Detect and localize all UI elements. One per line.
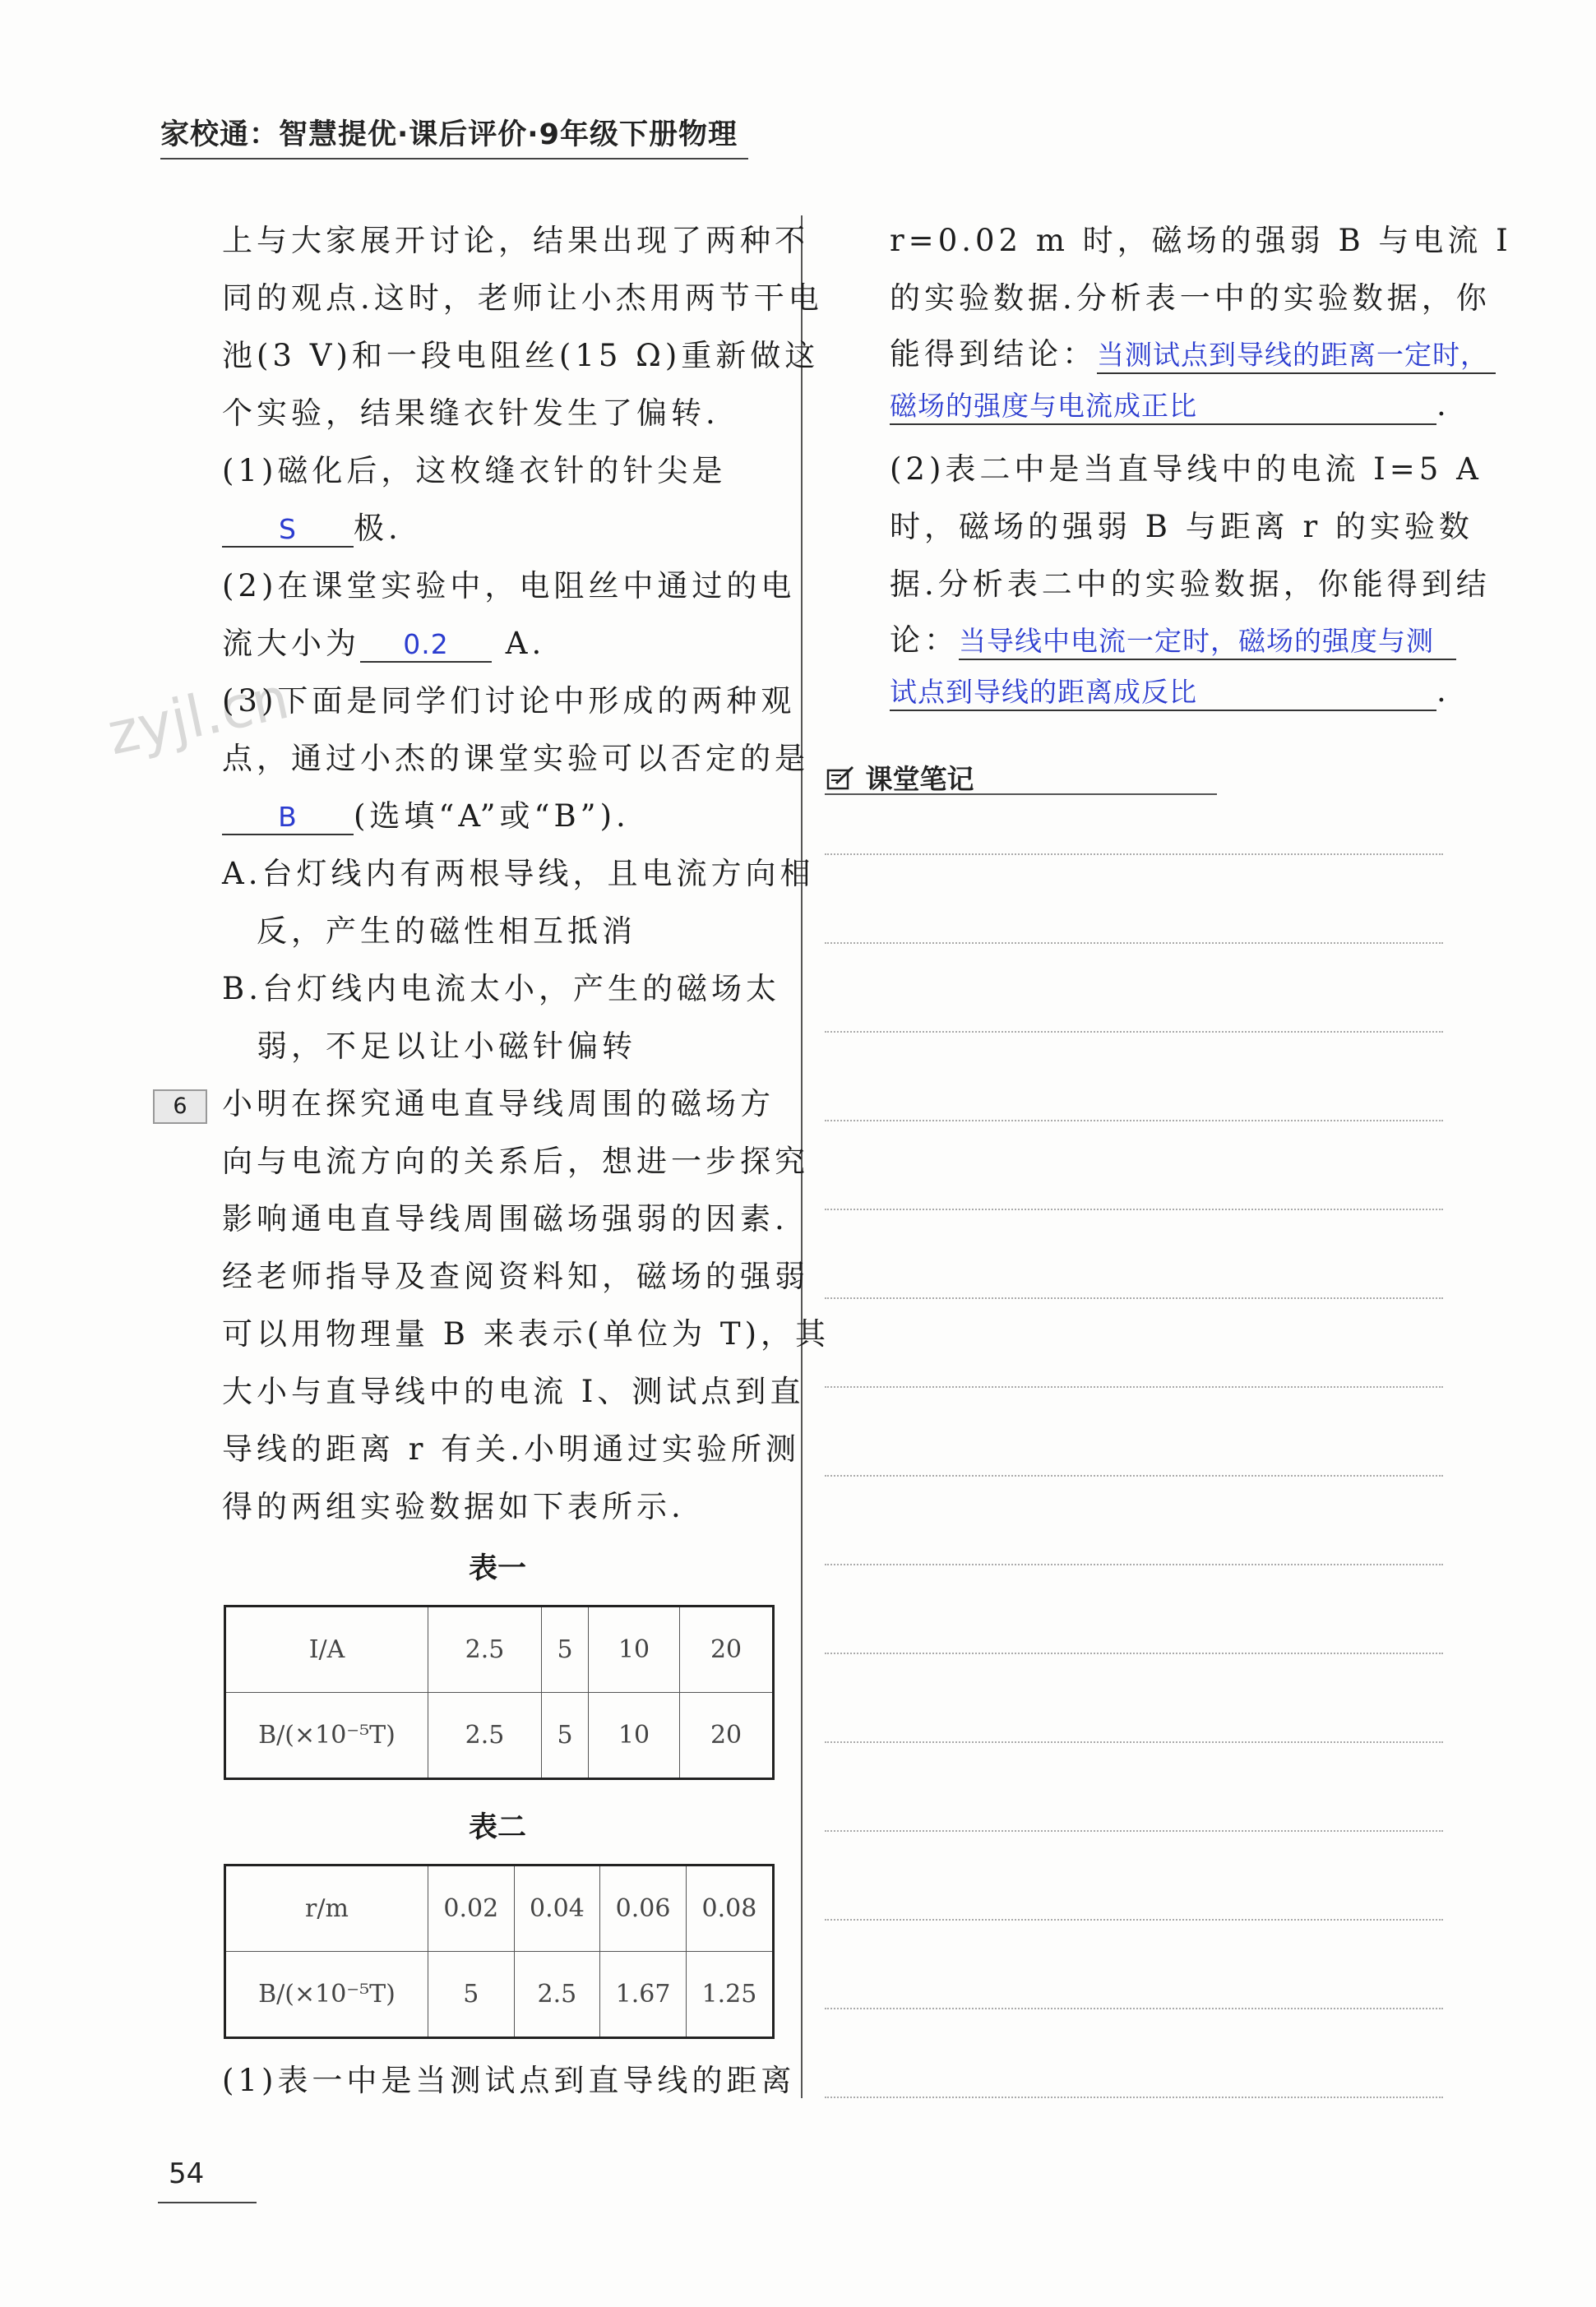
notes-title-text: 课堂笔记 (865, 763, 974, 795)
q2-blank[interactable] (360, 626, 492, 663)
right-text-line: 时，磁场的强弱 B 与距离 r 的实验数 (890, 509, 1473, 544)
q1-answer: S (279, 513, 297, 545)
question-number-badge: 6 (153, 1089, 207, 1124)
period: . (1436, 673, 1450, 709)
table1-caption: 表一 (469, 1552, 527, 1585)
table-cell: B/(×10⁻⁵T) (225, 1952, 428, 2038)
q3-suffix: (选填“A”或“B”). (354, 798, 630, 834)
table-row (225, 1693, 774, 1779)
table-row (225, 1607, 774, 1693)
notes-rule (825, 793, 1217, 795)
table-cell: 0.04 (514, 1865, 600, 1952)
table-row (225, 1865, 774, 1952)
q6-line: 经老师指导及查阅资料知，磁场的强弱 (222, 1259, 809, 1294)
q3-line: 点，通过小杰的课堂实验可以否定的是 (222, 741, 809, 776)
conclusion1-blank2[interactable] (890, 385, 1436, 425)
note-line[interactable] (825, 2008, 1443, 2009)
intro-line: 上与大家展开讨论，结果出现了两种不 (222, 223, 809, 258)
option-b-cont: 弱，不足以让小磁针偏转 (257, 1029, 636, 1064)
table-cell: 5 (542, 1607, 589, 1693)
pencil-note-icon (825, 764, 856, 793)
conclusion1-line2 (890, 385, 1450, 425)
period: . (1436, 387, 1450, 423)
right-text-line: r=0.02 m 时，磁场的强弱 B 与电流 I (890, 223, 1512, 258)
note-line[interactable] (825, 1919, 1443, 1921)
q1-blank[interactable] (222, 511, 354, 548)
conclusion2-blank[interactable] (959, 620, 1456, 660)
conclusion1-answer: 当测试点到导线的距离一定时， (1097, 339, 1488, 371)
note-line[interactable] (825, 2097, 1443, 2098)
right-text-line: (2)表二中是当直导线中的电流 I=5 A (890, 451, 1483, 487)
conclusion1-answer2: 磁场的强度与电流成正比 (890, 390, 1197, 422)
table-cell: 5 (542, 1693, 589, 1779)
q2-suffix: A. (505, 626, 546, 661)
q1-text: (1)磁化后，这枚缝衣针的针尖是 (222, 453, 727, 488)
conclusion2-answer2: 试点到导线的距离成反比 (890, 676, 1197, 708)
note-line[interactable] (825, 1297, 1443, 1299)
q2-answer-line (222, 618, 545, 663)
table2 (224, 1864, 775, 2039)
option-a-cont: 反，产生的磁性相互抵消 (257, 913, 636, 949)
note-line[interactable] (825, 1564, 1443, 1565)
right-text-line: 据.分析表二中的实验数据，你能得到结 (890, 566, 1491, 602)
table-cell: 0.08 (686, 1865, 773, 1952)
table1 (224, 1605, 775, 1780)
note-line[interactable] (825, 1653, 1443, 1654)
q1-suffix: 极. (354, 511, 402, 546)
q6-line: 可以用物理量 B 来表示(单位为 T)，其 (222, 1316, 830, 1352)
table-cell: 1.25 (686, 1952, 773, 2038)
conclusion2-line (890, 615, 1456, 660)
note-line[interactable] (825, 1386, 1443, 1388)
q6-line: 影响通电直导线周围磁场强弱的因素. (222, 1201, 789, 1237)
q6-line: 小明在探究通电直导线周围的磁场方 (222, 1086, 775, 1121)
table-cell: 0.06 (600, 1865, 687, 1952)
last-line: (1)表一中是当测试点到直导线的距离 (222, 2063, 796, 2098)
conclusion1-blank[interactable] (1097, 334, 1496, 374)
table2-caption: 表二 (469, 1811, 527, 1844)
q6-line: 大小与直导线中的电流 I、测试点到直 (222, 1374, 805, 1409)
table-cell: r/m (225, 1865, 428, 1952)
table-cell: 2.5 (428, 1607, 542, 1693)
note-line[interactable] (825, 1209, 1443, 1210)
table-cell: 20 (680, 1607, 774, 1693)
q3-blank[interactable] (222, 798, 354, 835)
intro-line: 池(3 V)和一段电阻丝(15 Ω)重新做这 (222, 338, 820, 373)
note-line[interactable] (825, 1120, 1443, 1121)
q1-answer-line (222, 503, 402, 548)
header-rule (160, 158, 748, 160)
table-cell: 2.5 (514, 1952, 600, 2038)
table-cell: 5 (428, 1952, 515, 2038)
conclusion2-answer: 当导线中电流一定时，磁场的强度与测 (959, 625, 1434, 657)
intro-line: 同的观点.这时，老师让小杰用两节干电 (222, 280, 823, 316)
q6-line: 向与电流方向的关系后，想进一步探究 (222, 1144, 809, 1179)
table-cell: 10 (589, 1607, 680, 1693)
q2-answer: 0.2 (403, 628, 449, 660)
watermark: zyjl.cn (101, 663, 295, 769)
note-line[interactable] (825, 1741, 1443, 1743)
table-row (225, 1952, 774, 2038)
conclusion2-prefix: 论： (890, 622, 959, 658)
note-line[interactable] (825, 1830, 1443, 1832)
q3-line: (3)下面是同学们讨论中形成的两种观 (222, 683, 796, 719)
notes-title (825, 758, 974, 797)
q3-answer: B (278, 801, 298, 833)
option-b: B.台灯线内电流太小，产生的磁场太 (222, 971, 780, 1006)
table-cell: B/(×10⁻⁵T) (225, 1693, 428, 1779)
table-cell: 2.5 (428, 1693, 542, 1779)
header-title: 家校通：智慧提优·课后评价·9年级下册物理 (160, 118, 738, 151)
table-cell: 10 (589, 1693, 680, 1779)
conclusion1-prefix: 能得到结论： (890, 336, 1097, 372)
q3-answer-line (222, 791, 630, 835)
note-line[interactable] (825, 942, 1443, 944)
conclusion1-line (890, 329, 1496, 374)
table-cell: I/A (225, 1607, 428, 1693)
option-a: A.台灯线内有两根导线，且电流方向相 (222, 856, 815, 891)
table-cell: 0.02 (428, 1865, 515, 1952)
note-line[interactable] (825, 1031, 1443, 1033)
q2-prefix: 流大小为 (222, 626, 360, 661)
page-number-rule (158, 2202, 257, 2203)
note-line[interactable] (825, 1475, 1443, 1477)
right-text-line: 的实验数据.分析表一中的实验数据，你 (890, 280, 1491, 316)
table-cell: 1.67 (600, 1952, 687, 2038)
q6-line: 得的两组实验数据如下表所示. (222, 1489, 685, 1524)
conclusion2-line2 (890, 671, 1450, 711)
page-number: 54 (169, 2157, 205, 2190)
table-cell: 20 (680, 1693, 774, 1779)
q6-line: 导线的距离 r 有关.小明通过实验所测 (222, 1431, 800, 1467)
intro-line: 个实验，结果缝衣针发生了偏转. (222, 395, 719, 431)
q2-line: (2)在课堂实验中，电阻丝中通过的电 (222, 568, 796, 603)
conclusion2-blank2[interactable] (890, 671, 1436, 711)
note-line[interactable] (825, 853, 1443, 855)
